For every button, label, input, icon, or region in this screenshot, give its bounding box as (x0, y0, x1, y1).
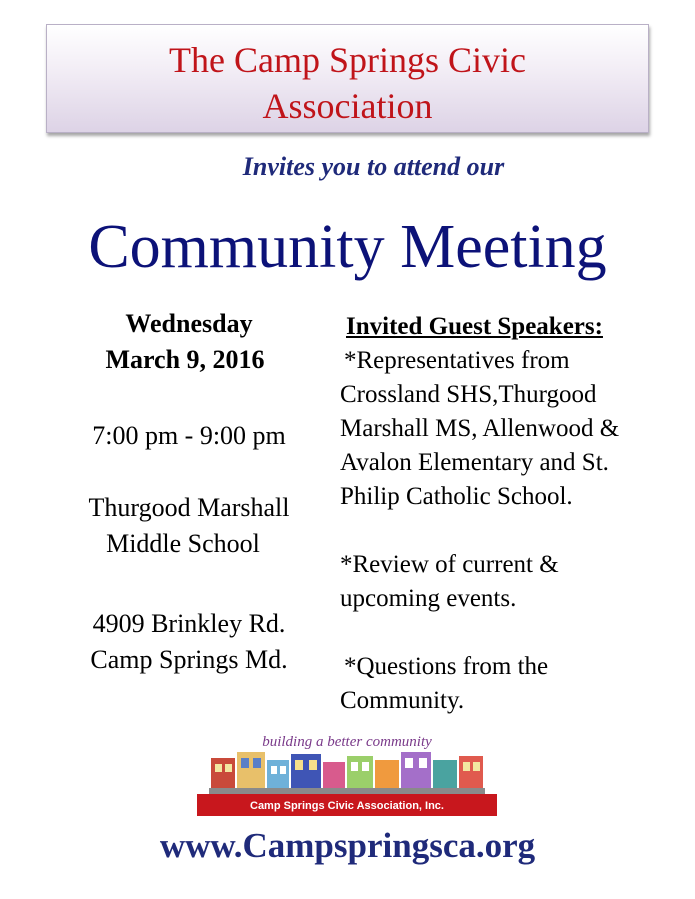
header-banner (46, 24, 649, 133)
guest-speakers (340, 310, 660, 752)
speakers-heading: Invited Guest Speakers: (346, 313, 603, 340)
website-link[interactable]: www.Campspringsca.org (159, 826, 536, 865)
event-title: Community Meeting (88, 213, 607, 281)
venue-line2: Middle School (106, 529, 260, 558)
association-logo (197, 730, 497, 816)
event-details (60, 306, 318, 678)
logo-banner-text: Camp Springs Civic Association, Inc. (250, 800, 444, 812)
venue-line1: Thurgood Marshall (88, 493, 290, 522)
storefront-illustration (197, 730, 497, 816)
event-time: 7:00 pm - 9:00 pm (92, 421, 286, 450)
association-name (47, 37, 648, 129)
logo-tagline: building a better community (262, 734, 432, 750)
speaker-item: *Review of current & upcoming events. (340, 551, 559, 612)
speaker-item: *Representatives from Crossland SHS,Thurgood Marshall MS, Allenwood & Avalon Elementary and St. Philip Catholic School. (340, 347, 620, 510)
address-line2: Camp Springs Md. (90, 645, 288, 674)
event-date: March 9, 2016 (105, 345, 265, 374)
address-line1: 4909 Brinkley Rd. (92, 609, 286, 638)
invite-text-span: Invites you to attend our (242, 152, 505, 181)
invite-text (0, 152, 695, 182)
speaker-item: *Questions from the Community. (340, 653, 549, 714)
association-name-line2: Association (262, 86, 433, 126)
event-day: Wednesday (125, 309, 253, 338)
association-name-line1: The Camp Springs Civic (169, 40, 526, 80)
